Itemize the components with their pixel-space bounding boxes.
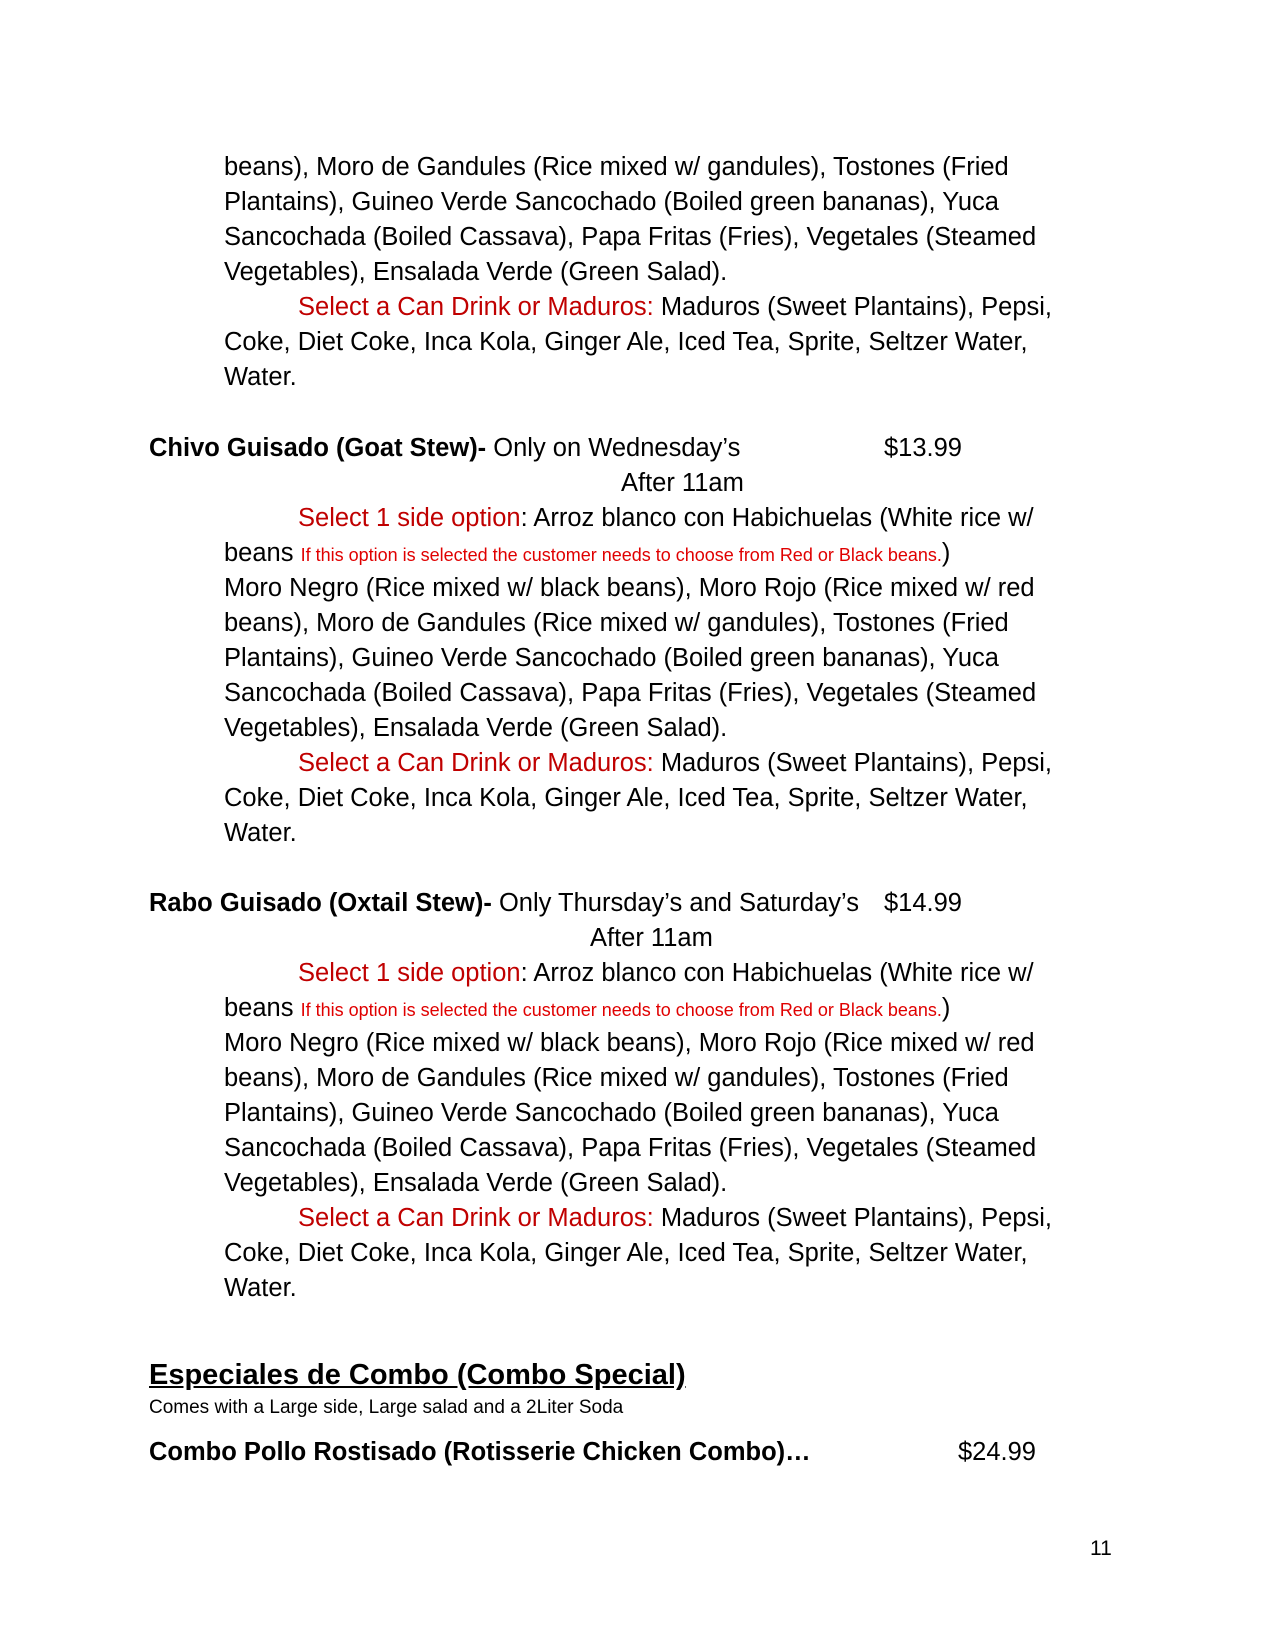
beans-note-line: [224, 991, 950, 1027]
menu-item-price: $13.99: [884, 434, 962, 462]
beans-note: If this option is selected the customer needs to choose from Red or Black beans.: [300, 1000, 942, 1020]
drink-option-line: Water.: [224, 1274, 297, 1302]
drink-option-text: Maduros (Sweet Plantains), Pepsi,: [653, 749, 1052, 777]
drink-option-line: Coke, Diet Coke, Inca Kola, Ginger Ale, Iced Tea, Sprite, Seltzer Water,: [224, 1239, 1028, 1267]
menu-item-name: Combo Pollo Rostisado (Rotisserie Chicken Combo)…: [149, 1438, 811, 1466]
drink-option-label: Select a Can Drink or Maduros:: [298, 749, 654, 777]
beans-close: ): [941, 539, 951, 567]
side-option-line: Plantains), Guineo Verde Sancochado (Boiled green bananas), Yuca: [224, 644, 999, 672]
drink-option-line: [298, 290, 1052, 324]
side-option-label: Select 1 side option: [298, 959, 521, 987]
side-option-line: beans), Moro de Gandules (Rice mixed w/ gandules), Tostones (Fried: [224, 1064, 1009, 1092]
beans-note: If this option is selected the customer needs to choose from Red or Black beans.: [300, 545, 942, 565]
side-option-line: [298, 956, 1034, 990]
menu-item-name: Chivo Guisado (Goat Stew)-: [149, 434, 487, 462]
drink-option-line: Water.: [224, 819, 297, 847]
menu-item-title: [149, 431, 740, 465]
menu-item-name: Rabo Guisado (Oxtail Stew)-: [149, 889, 492, 917]
menu-item-price: $14.99: [884, 889, 962, 917]
menu-item-after-time: After 11am: [621, 469, 744, 497]
beans-word: beans: [224, 994, 301, 1022]
side-option-line: Moro Negro (Rice mixed w/ black beans), Moro Rojo (Rice mixed w/ red: [224, 1029, 1035, 1057]
continued-line: Sancochada (Boiled Cassava), Papa Fritas (Fries), Vegetales (Steamed: [224, 223, 1037, 251]
side-option-label: Select 1 side option: [298, 504, 521, 532]
side-option-line: Sancochada (Boiled Cassava), Papa Fritas (Fries), Vegetales (Steamed: [224, 679, 1037, 707]
section-title: Especiales de Combo (Combo Special): [149, 1359, 686, 1391]
beans-note-line: [224, 536, 950, 572]
drink-option-line: [298, 1201, 1052, 1235]
menu-item-price: $24.99: [958, 1438, 1036, 1466]
side-option-text: : Arroz blanco con Habichuelas (White rice w/: [520, 959, 1034, 987]
continued-line: beans), Moro de Gandules (Rice mixed w/ gandules), Tostones (Fried: [224, 153, 1009, 181]
side-option-line: Sancochada (Boiled Cassava), Papa Fritas (Fries), Vegetales (Steamed: [224, 1134, 1037, 1162]
side-option-line: Plantains), Guineo Verde Sancochado (Boiled green bananas), Yuca: [224, 1099, 999, 1127]
drink-option-text: Maduros (Sweet Plantains), Pepsi,: [653, 1204, 1052, 1232]
side-option-text: : Arroz blanco con Habichuelas (White rice w/: [520, 504, 1034, 532]
drink-option-label: Select a Can Drink or Maduros:: [298, 1204, 654, 1232]
menu-item-availability: Only Thursday’s and Saturday’s: [491, 889, 859, 917]
drink-option-label: Select a Can Drink or Maduros:: [298, 293, 654, 321]
continued-line: Vegetables), Ensalada Verde (Green Salad).: [224, 258, 728, 286]
drink-option-text: Maduros (Sweet Plantains), Pepsi,: [653, 293, 1052, 321]
side-option-line: Vegetables), Ensalada Verde (Green Salad).: [224, 714, 728, 742]
drink-option-line: Coke, Diet Coke, Inca Kola, Ginger Ale, Iced Tea, Sprite, Seltzer Water,: [224, 328, 1028, 356]
side-option-line: Moro Negro (Rice mixed w/ black beans), Moro Rojo (Rice mixed w/ red: [224, 574, 1035, 602]
section-subtitle: Comes with a Large side, Large salad and a 2Liter Soda: [149, 1397, 624, 1418]
side-option-line: beans), Moro de Gandules (Rice mixed w/ gandules), Tostones (Fried: [224, 609, 1009, 637]
continued-line: Plantains), Guineo Verde Sancochado (Boiled green bananas), Yuca: [224, 188, 999, 216]
beans-word: beans: [224, 539, 301, 567]
menu-item-title: [149, 886, 859, 920]
side-option-line: Vegetables), Ensalada Verde (Green Salad).: [224, 1169, 728, 1197]
page-number: 11: [1090, 1537, 1112, 1560]
menu-item-availability: Only on Wednesday’s: [486, 434, 741, 462]
drink-option-line: [298, 746, 1052, 780]
beans-close: ): [941, 994, 951, 1022]
drink-option-line: Coke, Diet Coke, Inca Kola, Ginger Ale, Iced Tea, Sprite, Seltzer Water,: [224, 784, 1028, 812]
menu-item-after-time: After 11am: [590, 924, 713, 952]
drink-option-line: Water.: [224, 363, 297, 391]
side-option-line: [298, 501, 1034, 535]
